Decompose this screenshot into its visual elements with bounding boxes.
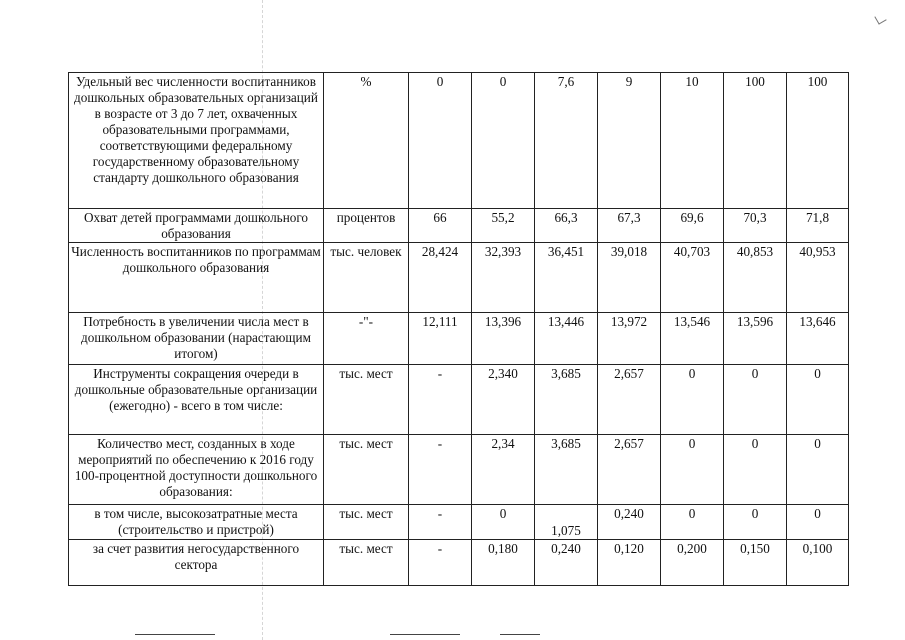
value-cell: 7,6 (535, 73, 598, 209)
indicator-cell: Инструменты сокращения очереди в дошкольные образовательные организации (ежегодно) - всего в том числе: (69, 365, 324, 435)
unit-cell: -"- (324, 313, 409, 365)
indicator-cell: в том числе, высокозатратные места (строительство и пристрой) (69, 505, 324, 540)
unit-cell: % (324, 73, 409, 209)
value-cell: 100 (787, 73, 849, 209)
value-cell: 0 (472, 73, 535, 209)
value-cell: 2,340 (472, 365, 535, 435)
value-cell: 2,657 (598, 435, 661, 505)
value-cell: 28,424 (409, 243, 472, 313)
value-cell: 32,393 (472, 243, 535, 313)
value-cell: 0,180 (472, 540, 535, 586)
value-cell: 40,853 (724, 243, 787, 313)
value-cell: 1,075 (535, 505, 598, 540)
value-cell: 2,657 (598, 365, 661, 435)
value-cell: 67,3 (598, 209, 661, 243)
value-cell: 0,150 (724, 540, 787, 586)
table-row (69, 73, 849, 209)
footer-underlines (110, 634, 710, 636)
value-cell: 13,546 (661, 313, 724, 365)
value-cell: 66,3 (535, 209, 598, 243)
value-cell: 40,953 (787, 243, 849, 313)
value-cell: 2,34 (472, 435, 535, 505)
value-cell: 66 (409, 209, 472, 243)
value-cell: 36,451 (535, 243, 598, 313)
value-cell: 0,240 (598, 505, 661, 540)
value-cell: 0 (409, 73, 472, 209)
value-cell: 0 (787, 435, 849, 505)
value-cell: 3,685 (535, 435, 598, 505)
value-cell: 0 (787, 505, 849, 540)
value-cell: 0,120 (598, 540, 661, 586)
value-cell: 12,111 (409, 313, 472, 365)
unit-cell: тыс. мест (324, 505, 409, 540)
value-cell: 13,596 (724, 313, 787, 365)
value-cell: 9 (598, 73, 661, 209)
value-cell: 0 (661, 365, 724, 435)
value-cell: 40,703 (661, 243, 724, 313)
table-row (69, 435, 849, 505)
unit-cell: тыс. мест (324, 540, 409, 586)
value-cell: - (409, 435, 472, 505)
unit-cell: процентов (324, 209, 409, 243)
table-row (69, 365, 849, 435)
value-cell: 0,200 (661, 540, 724, 586)
value-cell: 13,972 (598, 313, 661, 365)
value-cell: 0 (724, 435, 787, 505)
value-cell: 13,446 (535, 313, 598, 365)
table-row (69, 243, 849, 313)
table-row (69, 209, 849, 243)
value-cell: 0 (661, 505, 724, 540)
indicator-cell: Потребность в увеличении числа мест в дошкольном образовании (нарастающим итогом) (69, 313, 324, 365)
unit-cell: тыс. мест (324, 435, 409, 505)
value-cell: 100 (724, 73, 787, 209)
value-cell: 0 (787, 365, 849, 435)
value-cell: 0 (724, 365, 787, 435)
value-cell: 71,8 (787, 209, 849, 243)
value-cell: 0,100 (787, 540, 849, 586)
indicator-cell: Численность воспитанников по программам дошкольного образования (69, 243, 324, 313)
indicator-cell: за счет развития негосударственного сектора (69, 540, 324, 586)
value-cell: 70,3 (724, 209, 787, 243)
value-cell: 0 (661, 435, 724, 505)
indicator-cell: Охват детей программами дошкольного образования (69, 209, 324, 243)
indicator-cell: Удельный вес численности воспитанников дошкольных образовательных организаций в возрасте от 3 до 7 лет, охваченных образовательными программами, соответствующими федеральному государственному образовательному стандарту дошкольного образования (69, 73, 324, 209)
value-cell: 3,685 (535, 365, 598, 435)
value-cell: 69,6 (661, 209, 724, 243)
value-cell: 13,396 (472, 313, 535, 365)
value-cell: 0 (724, 505, 787, 540)
value-cell: - (409, 505, 472, 540)
value-cell: 0 (472, 505, 535, 540)
unit-cell: тыс. человек (324, 243, 409, 313)
unit-cell: тыс. мест (324, 365, 409, 435)
indicators-table (68, 72, 849, 586)
value-cell: 0,240 (535, 540, 598, 586)
value-cell: 39,018 (598, 243, 661, 313)
table-row (69, 313, 849, 365)
check-mark-icon (874, 12, 886, 24)
table-row (69, 505, 849, 540)
table-row (69, 540, 849, 586)
value-cell: - (409, 365, 472, 435)
value-cell: 10 (661, 73, 724, 209)
value-cell: 55,2 (472, 209, 535, 243)
value-cell: 13,646 (787, 313, 849, 365)
indicator-cell: Количество мест, созданных в ходе мероприятий по обеспечению к 2016 году 100-процентной доступности дошкольного образования: (69, 435, 324, 505)
value-cell: - (409, 540, 472, 586)
